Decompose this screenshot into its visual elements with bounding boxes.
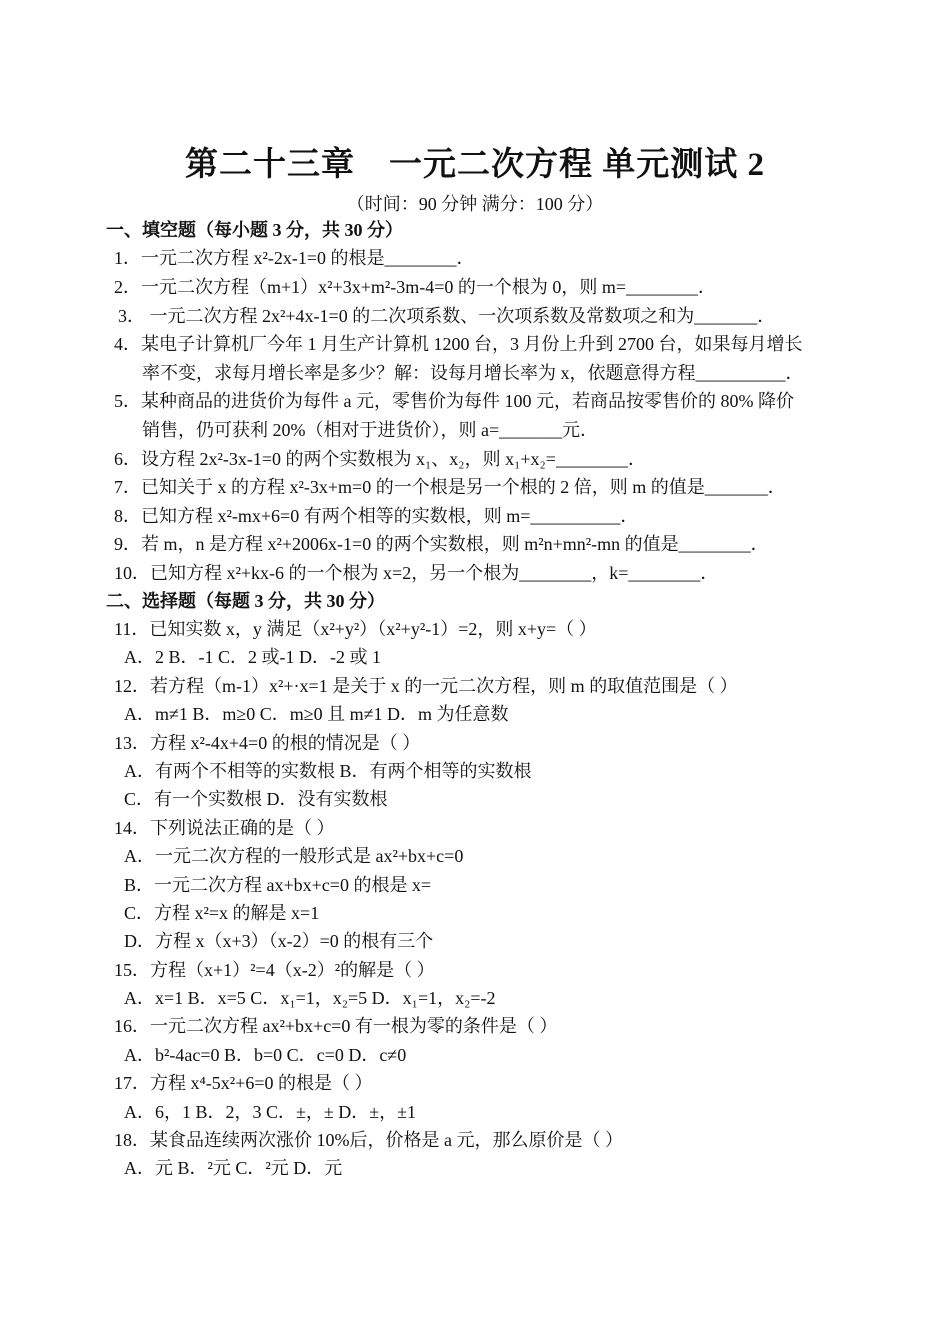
question-6: 6．设方程 2x²-3x-1=0 的两个实数根为 x₁、x₂，则 x₁+x₂=________． [114, 449, 646, 469]
question-2: 2．一元二次方程（m+1）x²+3x+m²-3m-4=0 的一个根为 0，则 m=________． [114, 277, 717, 297]
question-1: 1．一元二次方程 x²-2x-1=0 的根是________． [114, 248, 475, 268]
question-12: 12．若方程（m-1）x²+·x=1 是关于 x 的一元二次方程，则 m 的取值范围是（ ） [114, 676, 738, 696]
question-14-option-b: B．一元二次方程 ax+bx+c=0 的根是 x= [124, 875, 432, 895]
question-14-option-c: C．方程 x²=x 的解是 x=1 [124, 903, 320, 923]
question-14-option-a: A．一元二次方程的一般形式是 ax²+bx+c=0 [124, 846, 464, 866]
question-14-option-d: D．方程 x（x+3）（x-2）=0 的根有三个 [124, 931, 434, 951]
question-18-options: A．元 B．²元 C．²元 D．元 [124, 1158, 343, 1178]
question-4-line-1: 4．某电子计算机厂今年 1 月生产计算机 1200 台，3 月份上升到 2700 台，如果每月增长 [114, 334, 803, 354]
question-13-options-cd: C．有一个实数根 D．没有实数根 [124, 789, 388, 809]
question-11-options: A．2 B．-1 C．2 或-1 D．-2 或 1 [124, 647, 381, 667]
question-11: 11．已知实数 x，y 满足（x²+y²）（x²+y²-1）=2，则 x+y=（ ） [114, 619, 597, 639]
question-8: 8．已知方程 x²-mx+6=0 有两个相等的实数根，则 m=__________． [114, 506, 639, 526]
question-9: 9．若 m，n 是方程 x²+2006x-1=0 的两个实数根，则 m²n+mn²-mn 的值是________． [114, 534, 769, 554]
question-13-options-ab: A．有两个不相等的实数根 B．有两个相等的实数根 [124, 761, 532, 781]
question-13: 13．方程 x²-4x+4=0 的根的情况是（ ） [114, 733, 421, 753]
question-15: 15．方程（x+1）²=4（x-2）²的解是（ ） [114, 960, 435, 980]
question-5-line-1: 5．某种商品的进货价为每件 a 元，零售价为每件 100 元，若商品按零售价的 80% 降价 [114, 391, 794, 411]
page-title: 第二十三章 一元二次方程 单元测试 2 [185, 147, 765, 183]
section-heading-fill-in: 一、填空题（每小题 3 分，共 30 分） [106, 220, 403, 240]
question-16-options: A．b²-4ac=0 B．b=0 C．c=0 D．c≠0 [124, 1045, 407, 1065]
question-7: 7．已知关于 x 的方程 x²-3x+m=0 的一个根是另一个根的 2 倍，则 m 的值是_______． [114, 477, 786, 497]
question-17: 17．方程 x⁴-5x²+6=0 的根是（ ） [114, 1073, 373, 1093]
question-12-options: A．m≠1 B．m≥0 C．m≥0 且 m≠1 D．m 为任意数 [124, 704, 509, 724]
question-10: 10．已知方程 x²+kx-6 的一个根为 x=2，另一个根为________，k=________． [114, 563, 719, 583]
question-18: 18．某食品连续两次涨价 10%后，价格是 a 元，那么原价是（ ） [114, 1130, 623, 1150]
exam-info: （时间：90 分钟 满分：100 分） [346, 194, 604, 214]
question-5-line-2: 销售，仍可获利 20%（相对于进货价），则 a=_______元． [142, 420, 599, 440]
question-3: 3． 一元二次方程 2x²+4x-1=0 的二次项系数、一次项系数及常数项之和为_______． [118, 306, 776, 326]
question-15-options: A．x=1 B．x=5 C．x₁=1，x₂=5 D．x₁=1，x₂=-2 [124, 988, 496, 1008]
question-16: 16．一元二次方程 ax²+bx+c=0 有一根为零的条件是（ ） [114, 1016, 558, 1036]
question-14: 14．下列说法正确的是（ ） [114, 818, 335, 838]
question-17-options: A．6，1 B．2，3 C．±，± D．±，±1 [124, 1102, 417, 1122]
question-4-line-2: 率不变，求每月增长率是多少？解：设每月增长率为 x，依题意得方程__________． [142, 363, 804, 383]
section-heading-choice: 二、选择题（每题 3 分，共 30 分） [106, 591, 385, 611]
